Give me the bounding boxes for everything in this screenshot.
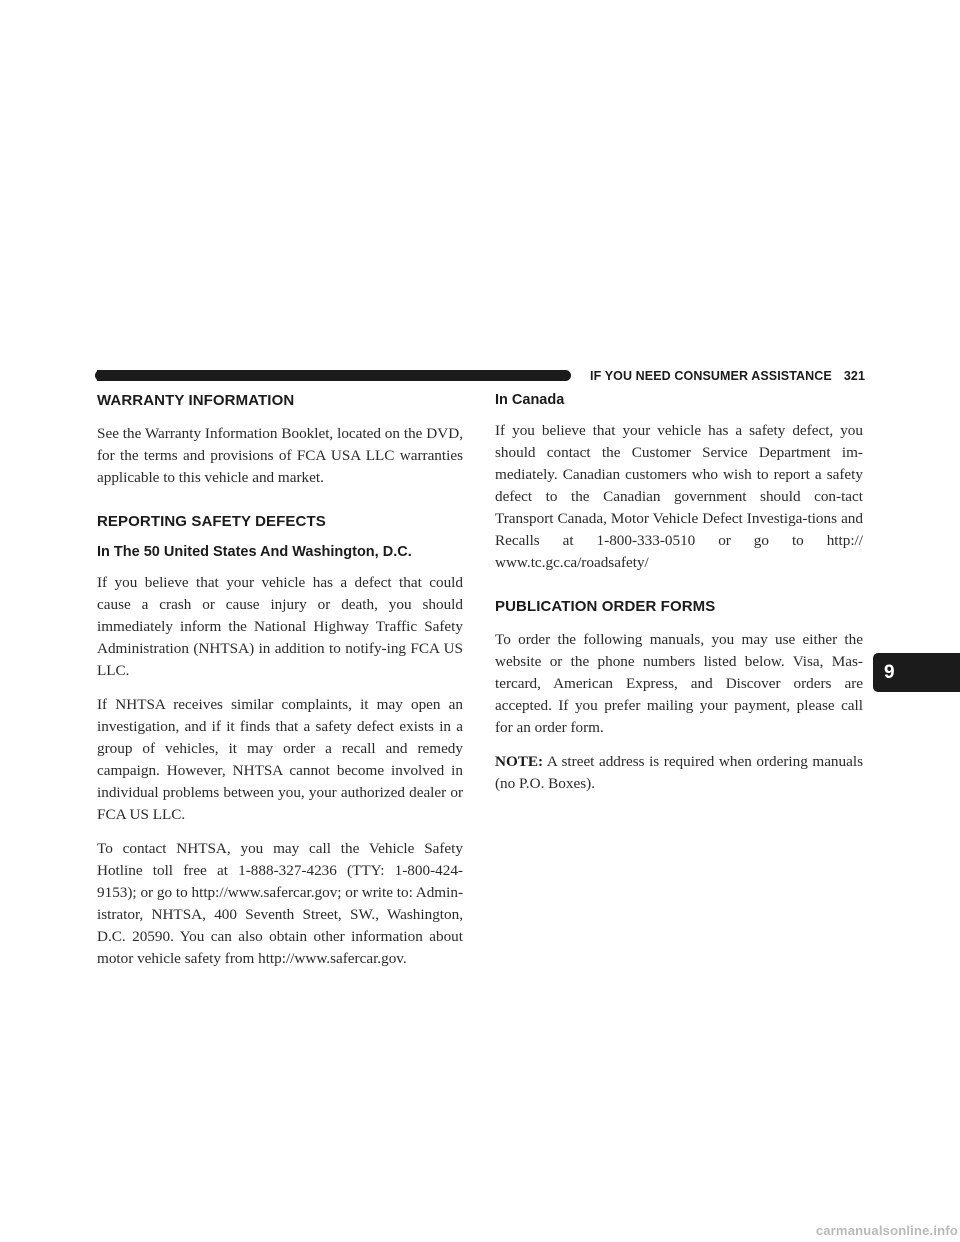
note-paragraph — [495, 751, 863, 795]
publication-paragraph: To order the following manuals, you may use either the website or the phone numbers listed below. Visa, Mas-tercard, American Express, and Discover orders are accepted. If you prefer mailing your payment, please call for an order form. — [495, 631, 863, 736]
defects-heading: REPORTING SAFETY DEFECTS — [97, 513, 326, 530]
us-paragraph-3: To contact NHTSA, you may call the Vehicle Safety Hotline toll free at 1-888-327-4236 (TTY: 1-800-424-9153); or go to http://www.safercar.gov; or write to: Admin-istrator, NHTSA, 400 Seventh Street, SW., Washington, D.C. 20590. You can also obtain other information about motor vehicle safety from http://www.safercar.gov. — [97, 840, 463, 967]
canada-paragraph: If you believe that your vehicle has a safety defect, you should contact the Customer Service Department im-mediately. Canadian customers who wish to report a safety defect to the Canadian government should con-tact Transport Canada, Motor Vehicle Defect Investiga-tions and Recalls at 1-800-333-0510 or go to http:// www.tc.gc.ca/roadsafety/ — [495, 422, 863, 571]
canada-subheading: In Canada — [495, 392, 565, 408]
left-column — [97, 392, 463, 982]
warranty-heading: WARRANTY INFORMATION — [97, 392, 295, 409]
us-paragraph-2: If NHTSA receives similar complaints, it may open an investigation, and if it finds that a safety defect exists in a group of vehicles, it may order a recall and remedy campaign. However, NHTSA cannot become involved in individual problems between you, your authorized dealer or FCA US LLC. — [97, 696, 463, 823]
us-paragraph-1: If you believe that your vehicle has a defect that could cause a crash or cause injury or death, you should immediately inform the National Highway Traffic Safety Administration (NHTSA) in addition to notify-ing FCA US LLC. — [97, 574, 463, 679]
watermark-text: carmanualsonline.info — [815, 1223, 958, 1238]
section-title: IF YOU NEED CONSUMER ASSISTANCE — [590, 369, 832, 383]
running-header — [579, 369, 865, 383]
warranty-paragraph: See the Warranty Information Booklet, located on the DVD, for the terms and provisions of FCA USA LLC warranties applicable to this vehicle and market. — [97, 425, 463, 486]
page-number: 321 — [843, 369, 865, 383]
header-rule-bar — [97, 370, 571, 381]
note-text: A street address is required when ordering manuals (no P.O. Boxes). — [495, 753, 863, 792]
us-subheading: In The 50 United States And Washington, D.C. — [97, 544, 412, 560]
right-column — [495, 392, 863, 807]
chapter-tab: 9 — [873, 653, 960, 692]
publication-heading: PUBLICATION ORDER FORMS — [495, 598, 716, 615]
note-label: NOTE: — [495, 753, 544, 770]
